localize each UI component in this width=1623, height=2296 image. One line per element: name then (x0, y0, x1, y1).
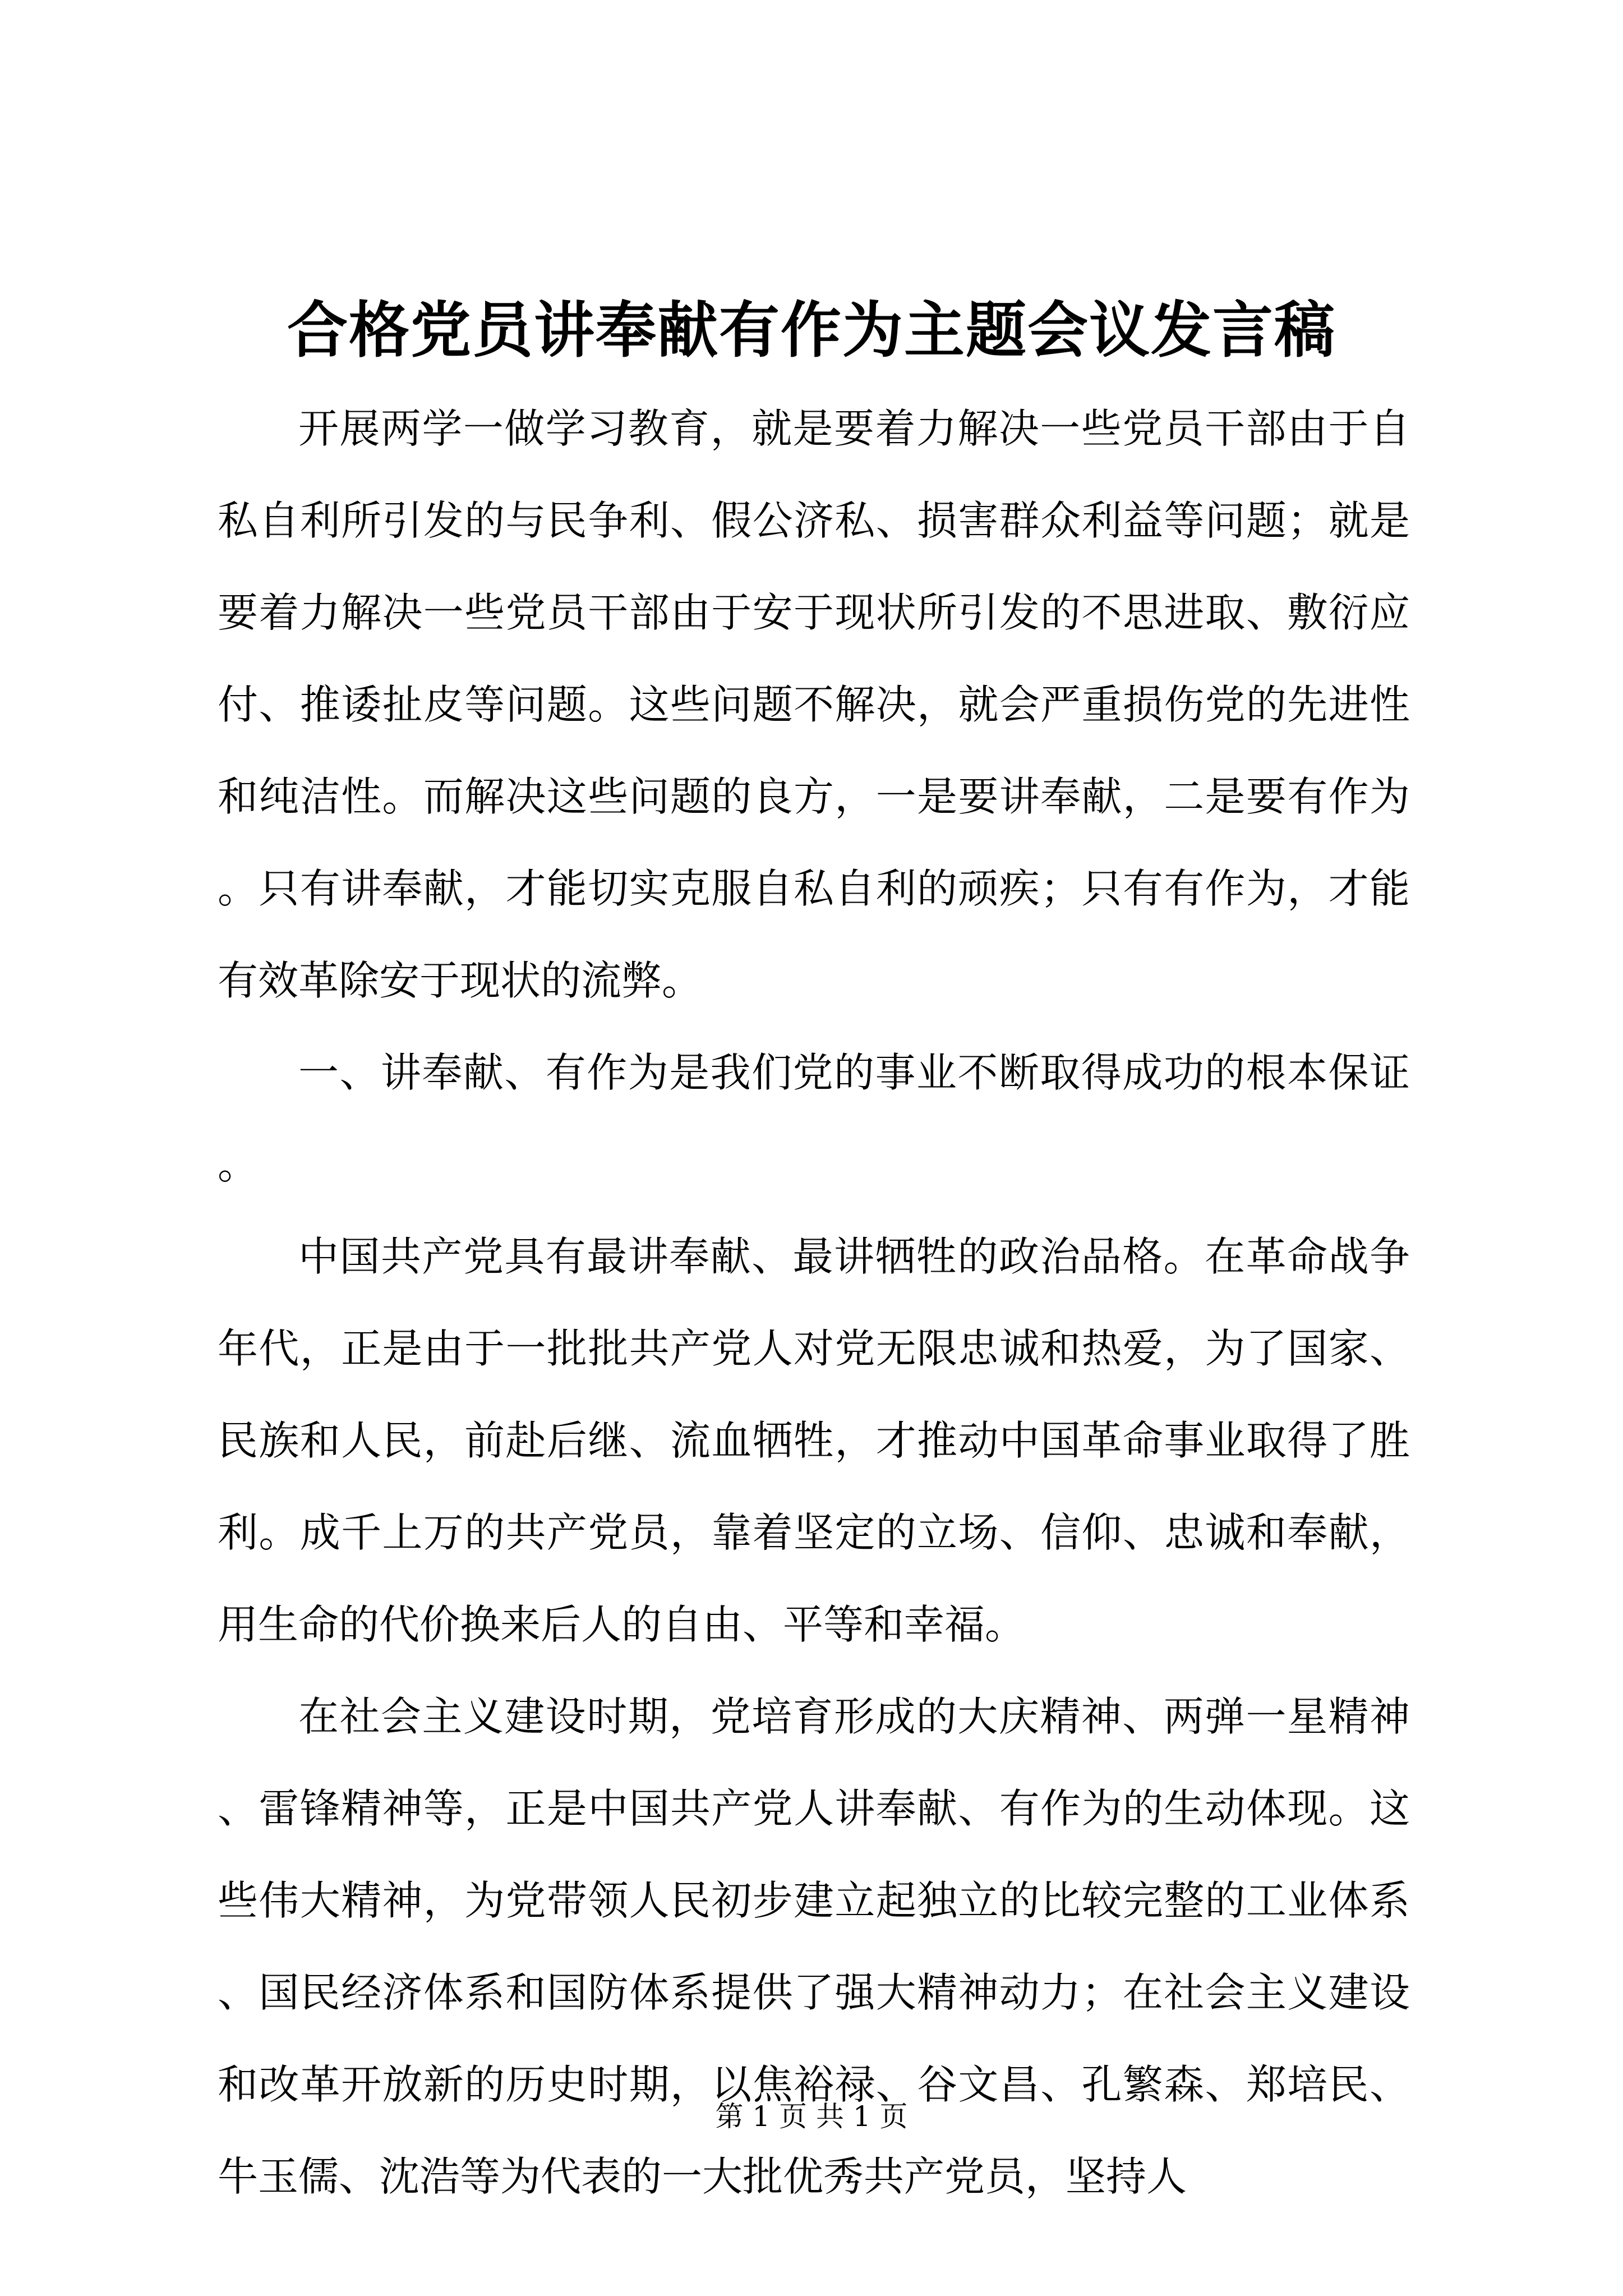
body-paragraph: 开展两学一做学习教育，就是要着力解决一些党员干部由于自私自利所引发的与民争利、假公济私、损害群众利益等问题；就是要着力解决一些党员干部由于安于现状所引发的不思进取、敷衍应付、推诿扯皮等问题。这些问题不解决，就会严重损伤党的先进性和纯洁性。而解决这些问题的良方，一是要讲奉献，二是要有作为。只有讲奉献，才能切实克服自私自利的顽疾；只有有作为，才能有效革除安于现状的流弊。 (218, 405, 1410, 1004)
section-heading-paragraph: 一、讲奉献、有作为是我们党的事业不断取得成功的根本保证。 (218, 1049, 1410, 1188)
body-paragraph: 在社会主义建设时期，党培育形成的大庆精神、两弹一星精神、雷锋精神等，正是中国共产党人讲奉献、有作为的生动体现。这些伟大精神，为党带领人民初步建立起独立的比较完整的工业体系、国民经济体系和国防体系提供了强大精神动力；在社会主义建设和改革开放新的历史时期，以焦裕禄、谷文昌、孔繁森、郑培民、牛玉儒、沈浩等为代表的一大批优秀共产党员，坚持人 (218, 1693, 1410, 2200)
page-number-footer: 第 1 页 共 1 页 (715, 2100, 908, 2133)
document-body (218, 383, 1410, 2223)
body-paragraph: 中国共产党具有最讲奉献、最讲牺牲的政治品格。在革命战争年代，正是由于一批批共产党人对党无限忠诚和热爱，为了国家、民族和人民，前赴后继、流血牺牲，才推动中国革命事业取得了胜利。成千上万的共产党员，靠着坚定的立场、信仰、忠诚和奉献，用生命的代价换来后人的自由、平等和幸福。 (218, 1233, 1410, 1648)
document-title: 合格党员讲奉献有作为主题会议发言稿 (287, 296, 1336, 366)
